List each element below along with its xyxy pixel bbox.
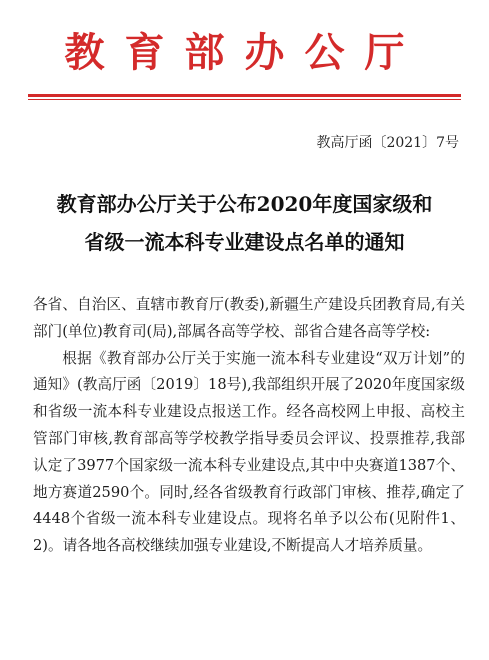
body-paragraph-1: 根据《教育部办公厅关于实施一流本科专业建设“双万计划”的通知》(教高厅函〔2019〕18号),我部组织开展了2020年度国家级和省级一流本科专业建设点报送工作。经各高校网上申报、高校主管部门审核,教育部高等学校教学指导委员会评议、投票推荐,我部认定了3977个国家级一流本科专业建设点,其中中央赛道1387个、地方赛道2590个。同时,经各省级教育行政部门审核、推荐,确定了4448个省级一流本科专业建设点。现将名单予以公布(见附件1、2)。请各地各高校继续加强专业建设,不断提高人才培养质量。 xyxy=(33,349,465,555)
document-title xyxy=(0,185,489,261)
header-red-rule-thin xyxy=(28,99,461,100)
title-line-1: 教育部办公厅关于公布2020年度国家级和 xyxy=(56,192,433,216)
document-number: 教高厅函〔2021〕7号 xyxy=(316,135,459,151)
issuing-organization-header: 教育部办公厅 xyxy=(64,29,425,76)
addressee-paragraph: 各省、自治区、直辖市教育厅(教委),新疆生产建设兵团教育局,有关部门(单位)教育司(局),部属各高等学校、部省合建各高等学校: xyxy=(33,296,465,340)
header-red-rule-thick xyxy=(28,94,461,97)
document-body xyxy=(33,292,465,560)
title-line-2: 省级一流本科专业建设点名单的通知 xyxy=(84,230,405,254)
